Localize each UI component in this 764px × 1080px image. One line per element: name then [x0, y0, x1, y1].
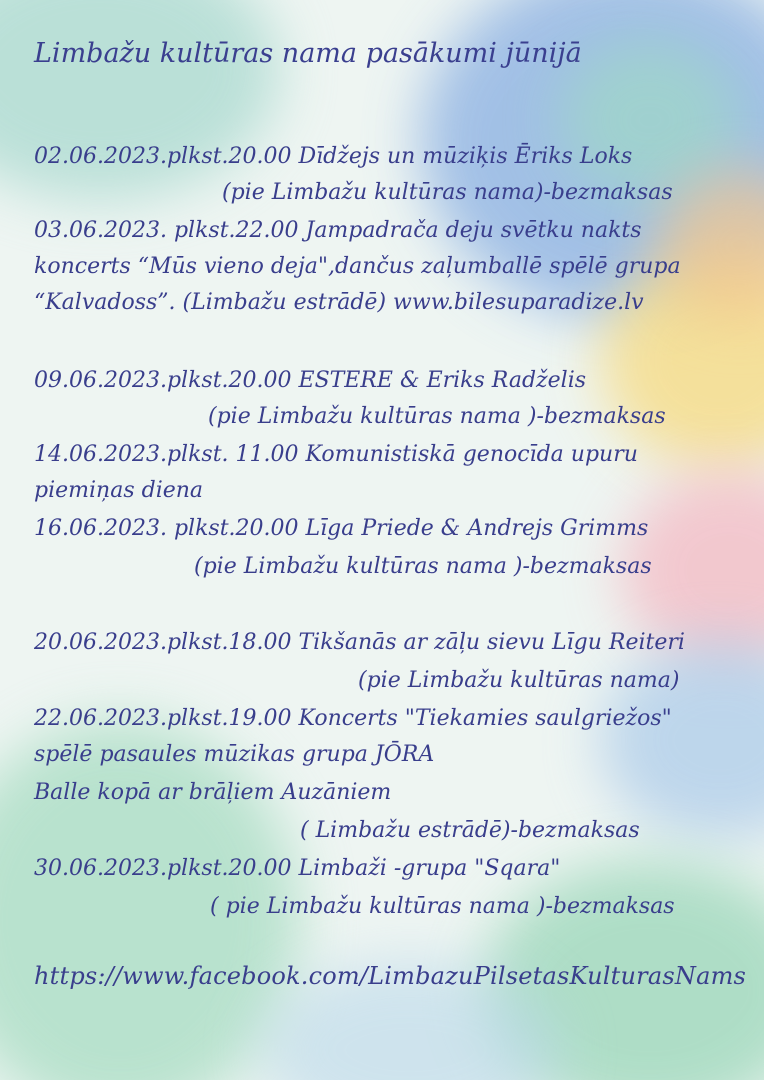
event-line: (pie Limbažu kultūras nama)-bezmaksas: [222, 180, 673, 205]
event-line: koncerts “Mūs vieno deja",dančus zaļumballē spēlē grupa: [34, 254, 681, 279]
event-line: spēlē pasaules mūzikas grupa JŌRA: [34, 742, 435, 767]
event-line: (pie Limbažu kultūras nama): [358, 668, 680, 693]
event-line: 22.06.2023.plkst.19.00 Koncerts "Tiekamies saulgriežos": [34, 706, 672, 731]
event-line: 09.06.2023.plkst.20.00 ESTERE & Eriks Radželis: [34, 368, 587, 393]
event-line: (pie Limbažu kultūras nama )-bezmaksas: [194, 554, 652, 579]
event-line: 03.06.2023. plkst.22.00 Jampadrača deju svētku nakts: [34, 218, 642, 243]
event-line: ( pie Limbažu kultūras nama )-bezmaksas: [210, 894, 675, 919]
event-line: piemiņas diena: [34, 478, 204, 503]
event-line: 16.06.2023. plkst.20.00 Līga Priede & Andrejs Grimms: [34, 516, 649, 541]
event-line: 02.06.2023.plkst.20.00 Dīdžejs un mūziķis Ēriks Loks: [34, 144, 633, 169]
event-line: 14.06.2023.plkst. 11.00 Komunistiskā genocīda upuru: [34, 442, 638, 467]
event-line: (pie Limbažu kultūras nama )-bezmaksas: [208, 404, 666, 429]
event-line: “Kalvadoss”. (Limbažu estrādē) www.bilesuparadize.lv: [34, 290, 644, 315]
facebook-link[interactable]: https://www.facebook.com/LimbazuPilsetasKulturasNams: [34, 962, 747, 990]
page-title: Limbažu kultūras nama pasākumi jūnijā: [34, 38, 582, 69]
event-line: 20.06.2023.plkst.18.00 Tikšanās ar zāļu sievu Līgu Reiteri: [34, 630, 685, 655]
event-line: Balle kopā ar brāļiem Auzāniem: [34, 780, 392, 805]
event-line: ( Limbažu estrādē)-bezmaksas: [300, 818, 640, 843]
event-line: 30.06.2023.plkst.20.00 Limbaži -grupa "Sqara": [34, 856, 561, 881]
